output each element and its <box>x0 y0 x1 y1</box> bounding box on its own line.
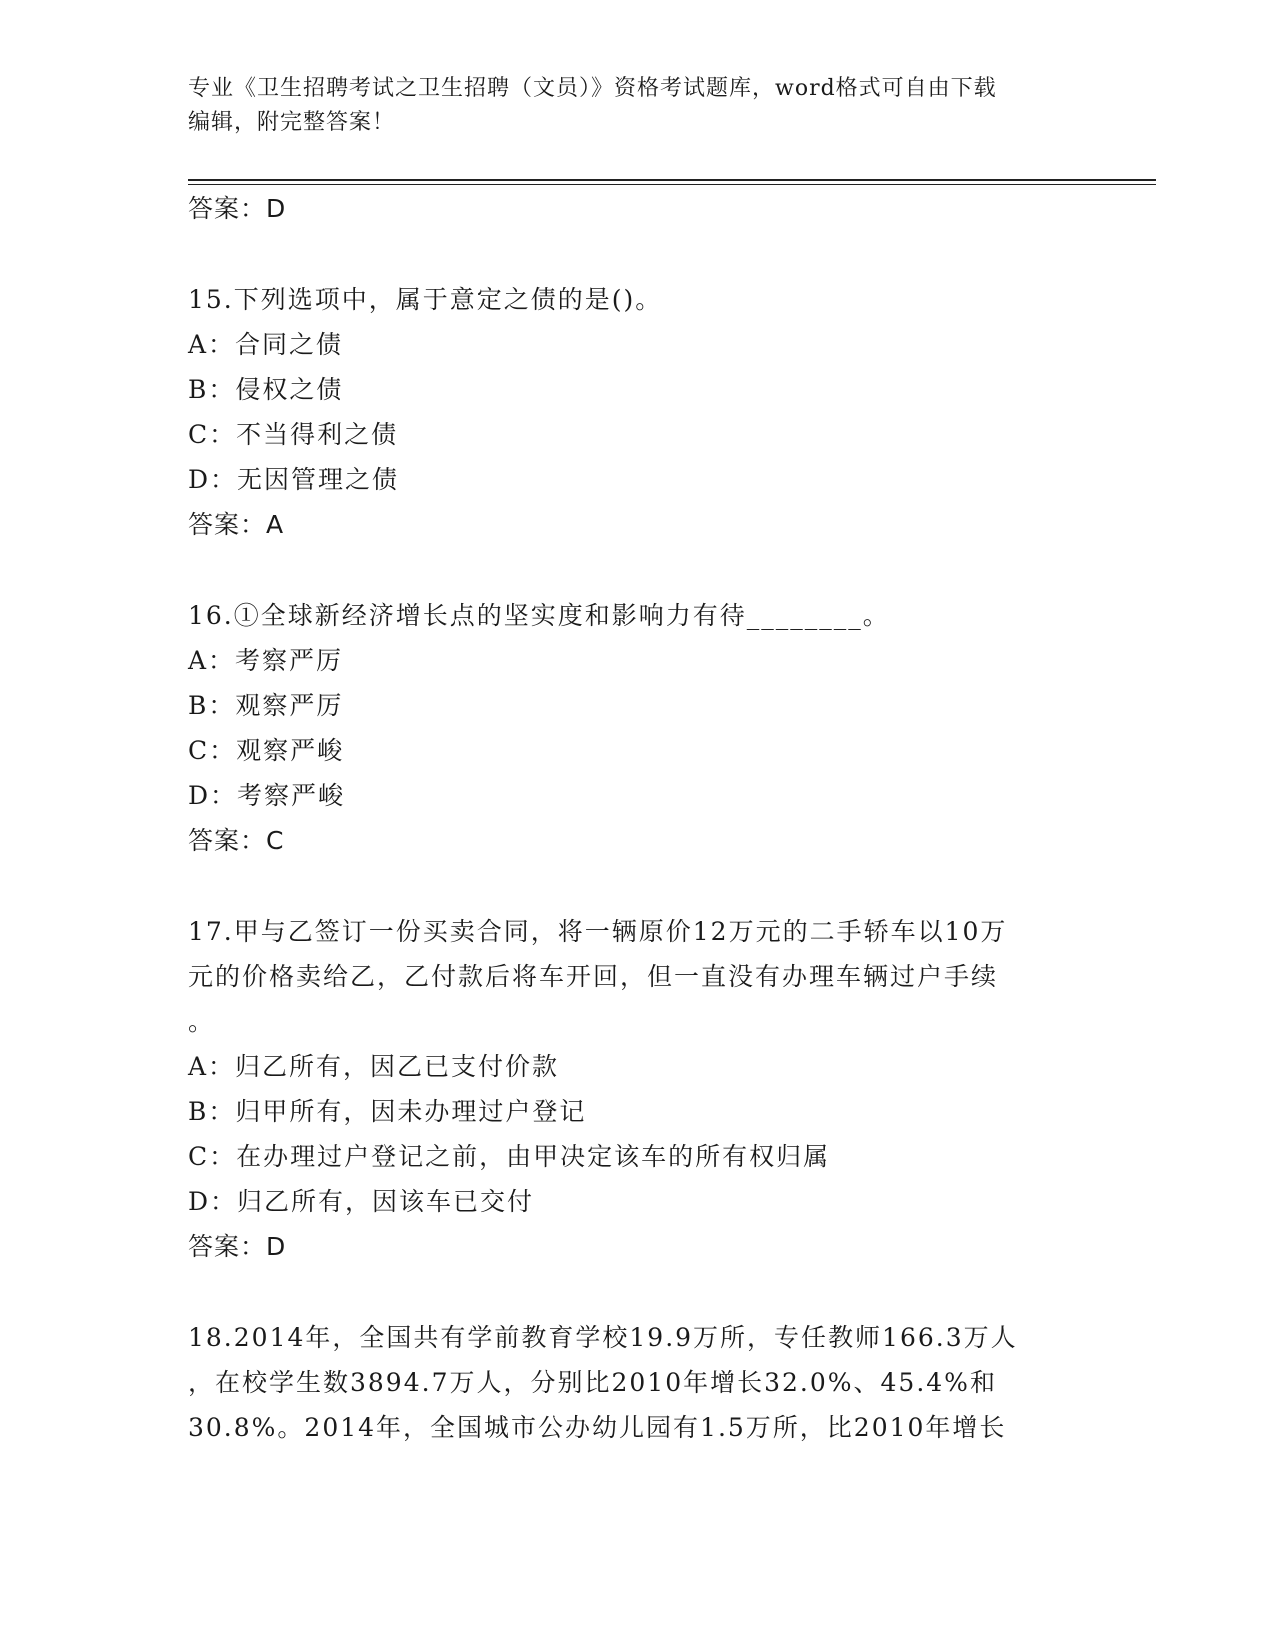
answer: 答案：D <box>188 1232 287 1261</box>
document-header <box>188 72 1088 140</box>
question-stem-line-1: 18.2014年，全国共有学前教育学校19.9万所，专任教师166.3万人 <box>188 1323 1018 1352</box>
question-stem-line-3: 30.8%。2014年，全国城市公办幼儿园有1.5万所，比2010年增长 <box>188 1413 1007 1442</box>
option-b: B：侵权之债 <box>188 375 344 404</box>
question-16 <box>188 593 1088 863</box>
question-18 <box>188 1315 1088 1450</box>
option-c: C：在办理过户登记之前，由甲决定该车的所有权归属 <box>188 1142 831 1171</box>
option-a: A：考察严厉 <box>188 646 344 675</box>
question-stem: 16.①全球新经济增长点的坚实度和影响力有待________。 <box>188 601 890 630</box>
previous-answer: 答案：D <box>188 194 287 223</box>
option-c: C：不当得利之债 <box>188 420 399 449</box>
option-d: D：归乙所有，因该车已交付 <box>188 1187 535 1216</box>
spacer <box>188 863 1088 909</box>
header-line-2: 编辑，附完整答案！ <box>188 110 396 135</box>
spacer <box>188 547 1088 593</box>
answer: 答案：A <box>188 510 285 539</box>
answer: 答案：C <box>188 826 285 855</box>
question-stem-line-1: 17.甲与乙签订一份买卖合同，将一辆原价12万元的二手轿车以10万 <box>188 917 1008 946</box>
option-a: A：归乙所有，因乙已支付价款 <box>188 1052 560 1081</box>
question-15 <box>188 277 1088 547</box>
spacer <box>188 1269 1088 1315</box>
question-stem-line-3: 。 <box>188 1007 216 1036</box>
header-rule-thick <box>188 179 1156 181</box>
question-stem-line-2: 元的价格卖给乙，乙付款后将车开回，但一直没有办理车辆过户手续 <box>188 962 999 991</box>
option-b: B：观察严厉 <box>188 691 344 720</box>
question-list <box>188 186 1088 1450</box>
option-a: A：合同之债 <box>188 330 344 359</box>
header-line-1: 专业《卫生招聘考试之卫生招聘（文员）》资格考试题库，word格式可自由下载 <box>188 76 997 101</box>
question-stem-line-2: ，在校学生数3894.7万人，分别比2010年增长32.0%、45.4%和 <box>188 1368 997 1397</box>
question-17 <box>188 909 1088 1269</box>
header-rule-thin <box>188 184 1156 185</box>
option-d: D：无因管理之债 <box>188 465 400 494</box>
question-stem: 15.下列选项中，属于意定之债的是()。 <box>188 285 663 314</box>
option-b: B：归甲所有，因未办理过户登记 <box>188 1097 587 1126</box>
option-d: D：考察严峻 <box>188 781 346 810</box>
spacer <box>188 231 1088 277</box>
option-c: C：观察严峻 <box>188 736 345 765</box>
